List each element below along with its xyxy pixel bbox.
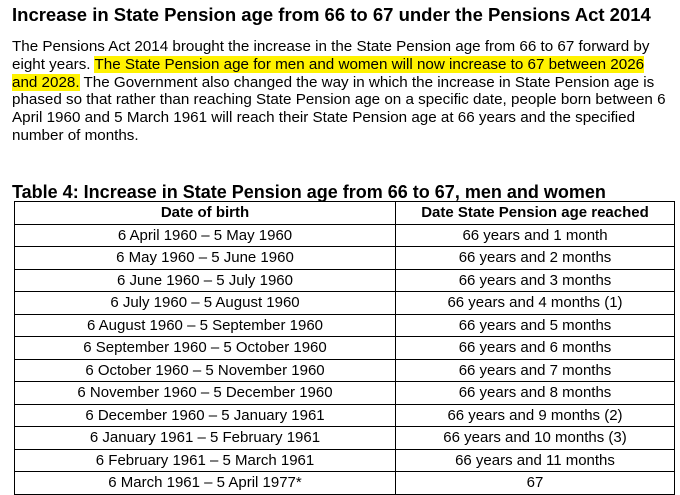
date-of-birth-cell: 6 July 1960 – 5 August 1960 [15,292,396,315]
age-reached-cell: 66 years and 4 months (1) [396,292,675,315]
table-row [15,404,675,427]
date-of-birth-cell: 6 June 1960 – 5 July 1960 [15,269,396,292]
table-row [15,292,675,315]
date-of-birth-cell: 6 May 1960 – 5 June 1960 [15,247,396,270]
date-of-birth-cell: 6 February 1961 – 5 March 1961 [15,449,396,472]
date-of-birth-cell: 6 April 1960 – 5 May 1960 [15,224,396,247]
age-reached-cell: 66 years and 3 months [396,269,675,292]
age-reached-cell: 66 years and 2 months [396,247,675,270]
table-title: Table 4: Increase in State Pension age from 66 to 67, men and women [12,182,606,202]
table-row [15,382,675,405]
table-row [15,247,675,270]
table-row [15,269,675,292]
table-row [15,337,675,360]
age-reached-cell: 66 years and 9 months (2) [396,404,675,427]
table-row [15,449,675,472]
paragraph-text-1: The Pensions Act 2014 brought the increase in the State Pension age from 66 to 67 forward by eight years. [12,38,650,73]
table-row [15,314,675,337]
header-date-of-birth: Date of birth [15,202,396,225]
date-of-birth-cell: 6 November 1960 – 5 December 1960 [15,382,396,405]
header-date-reached: Date State Pension age reached [396,202,675,225]
date-of-birth-cell: 6 August 1960 – 5 September 1960 [15,314,396,337]
highlighted-sentence: The State Pension age for men and women will now increase to 67 between 2026 and 2028. [12,55,645,91]
pension-age-table [14,201,675,495]
table-row [15,472,675,495]
age-reached-cell: 66 years and 10 months (3) [396,427,675,450]
age-reached-cell: 66 years and 5 months [396,314,675,337]
age-reached-cell: 66 years and 6 months [396,337,675,360]
age-reached-cell: 67 [396,472,675,495]
date-of-birth-cell: 6 October 1960 – 5 November 1960 [15,359,396,382]
age-reached-cell: 66 years and 7 months [396,359,675,382]
paragraph-text-2: The Government also changed the way in which the increase in State Pension age is phased so that rather than reaching State Pension age on a specific date, people born between 6 April 1960 and 5 March 1961 will reach their State Pension age at 66 years and the specified number of months. [12,73,666,144]
age-reached-cell: 66 years and 1 month [396,224,675,247]
table-row [15,224,675,247]
date-of-birth-cell: 6 March 1961 – 5 April 1977* [15,472,396,495]
age-reached-cell: 66 years and 11 months [396,449,675,472]
table-row [15,427,675,450]
page-title: Increase in State Pension age from 66 to 67 under the Pensions Act 2014 [12,4,651,25]
table-row [15,359,675,382]
date-of-birth-cell: 6 December 1960 – 5 January 1961 [15,404,396,427]
age-reached-cell: 66 years and 8 months [396,382,675,405]
date-of-birth-cell: 6 September 1960 – 5 October 1960 [15,337,396,360]
table-header-row [15,202,675,225]
date-of-birth-cell: 6 January 1961 – 5 February 1961 [15,427,396,450]
intro-paragraph [12,38,672,145]
